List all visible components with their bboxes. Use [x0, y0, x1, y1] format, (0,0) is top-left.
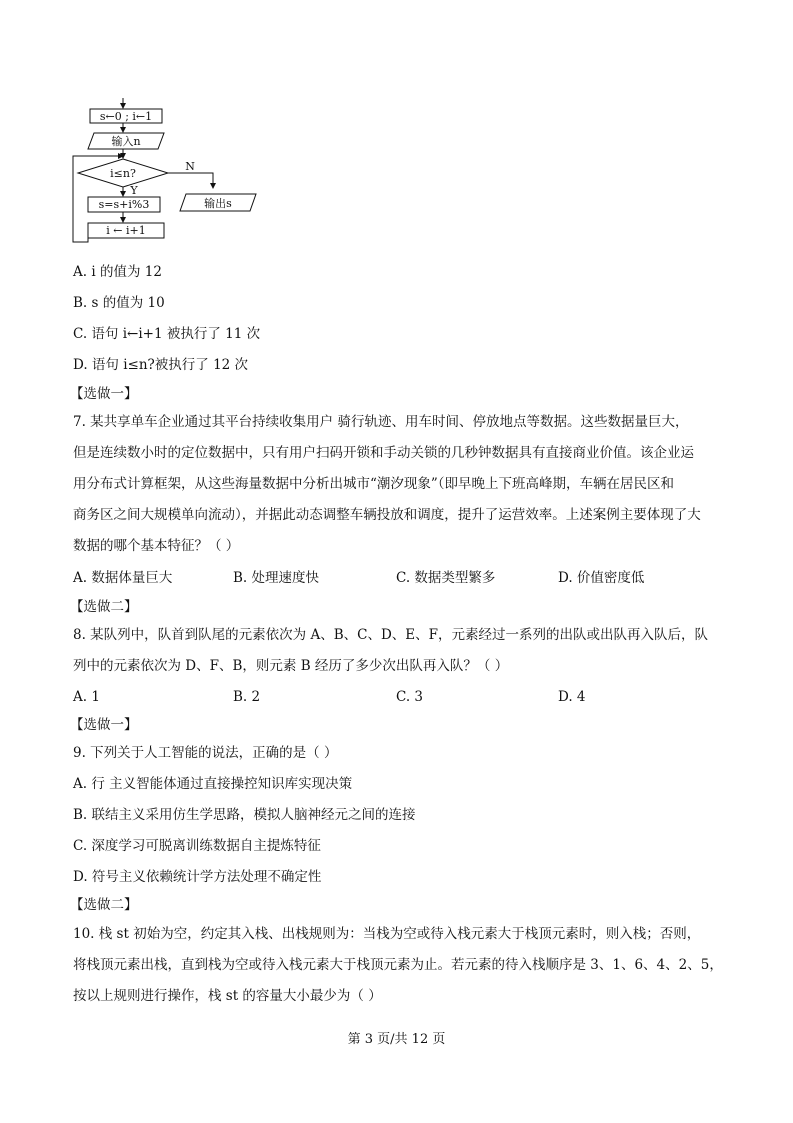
q6-option-a: A. i 的值为 12	[73, 264, 162, 280]
q10-line-3: 按以上规则进行操作，栈 st 的容量大小最少为（ ）	[73, 988, 382, 1004]
q6-option-b: B. s 的值为 10	[73, 295, 165, 311]
q8-option-c: C. 3	[396, 689, 424, 705]
section-tag-1: 【选做一】	[70, 386, 138, 402]
section-tag-2: 【选做二】	[70, 599, 138, 615]
q8-option-a: A. 1	[73, 689, 100, 705]
q6-option-c: C. 语句 i←i+1 被执行了 11 次	[73, 326, 261, 342]
q7-option-a: A. 数据体量巨大	[73, 570, 173, 586]
flow-input-text: 输入n	[111, 135, 141, 148]
q7-option-d: D. 价值密度低	[558, 570, 645, 586]
q8-option-d: D. 4	[558, 689, 586, 705]
flow-output-text: 输出s	[204, 197, 232, 210]
flow-no-label: N	[185, 160, 195, 173]
section-tag-4: 【选做二】	[70, 897, 138, 913]
q9-line-1: 9. 下列关于人工智能的说法，正确的是（ ）	[73, 745, 338, 761]
q7-option-c: C. 数据类型繁多	[396, 570, 496, 586]
q8-line-2: 列中的元素依次为 D、F、B，则元素 B 经历了多少次出队再入队？（ ）	[73, 658, 509, 674]
q7-line-2: 但是连续数小时的定位数据中，只有用户扫码开锁和手动关锁的几秒钟数据具有直接商业价值。该企业运	[73, 445, 694, 461]
q7-line-4: 商务区之间大规模单向流动），并据此动态调整车辆投放和调度，提升了运营效率。上述案例主要体现了大	[73, 507, 701, 523]
q9-option-b: B. 联结主义采用仿生学思路，模拟人脑神经元之间的连接	[73, 807, 416, 823]
flow-init-text: s←0 ; i←1	[99, 110, 153, 123]
q9-option-a: A. 行 主义智能体通过直接操控知识库实现决策	[73, 776, 353, 792]
q9-option-c: C. 深度学习可脱离训练数据自主提炼特征	[73, 838, 321, 854]
flow-yes-label: Y	[130, 184, 138, 197]
q7-line-5: 数据的哪个基本特征？（ ）	[73, 538, 240, 554]
q9-option-d: D. 符号主义依赖统计学方法处理不确定性	[73, 869, 322, 885]
flow-update-i-text: i ← i+1	[106, 224, 146, 237]
q7-line-3: 用分布式计算框架，从这些海量数据中分析出城市“潮汐现象”（即早晚上下班高峰期，车辆在居民区和	[73, 476, 675, 492]
flowchart	[68, 96, 268, 246]
q7-option-b: B. 处理速度快	[233, 570, 320, 586]
page-footer: 第 3 页/共 12 页	[347, 1032, 446, 1047]
flow-condition-text: i≤n?	[110, 167, 136, 180]
q7-line-1: 7. 某共享单车企业通过其平台持续收集用户 骑行轨迹、用车时间、停放地点等数据。这些数据量巨大，	[73, 414, 689, 430]
flow-arrow-no	[168, 173, 213, 188]
q8-line-1: 8. 某队列中，队首到队尾的元素依次为 A、B、C、D、E、F，元素经过一系列的出队或出队再入队后，队	[73, 627, 709, 643]
q6-option-d: D. 语句 i≤n?被执行了 12 次	[73, 357, 249, 373]
flow-update-s-text: s=s+i%3	[98, 198, 150, 211]
section-tag-3: 【选做一】	[70, 717, 138, 733]
q10-line-2: 将栈顶元素出栈，直到栈为空或待入栈元素大于栈顶元素为止。若元素的待入栈顺序是 3、1、6、4、2、5，	[73, 957, 723, 973]
q8-option-b: B. 2	[233, 689, 261, 705]
q10-line-1: 10. 栈 st 初始为空，约定其入栈、出栈规则为：当栈为空或待入栈元素大于栈顶元素时，则入栈；否则，	[73, 926, 701, 942]
